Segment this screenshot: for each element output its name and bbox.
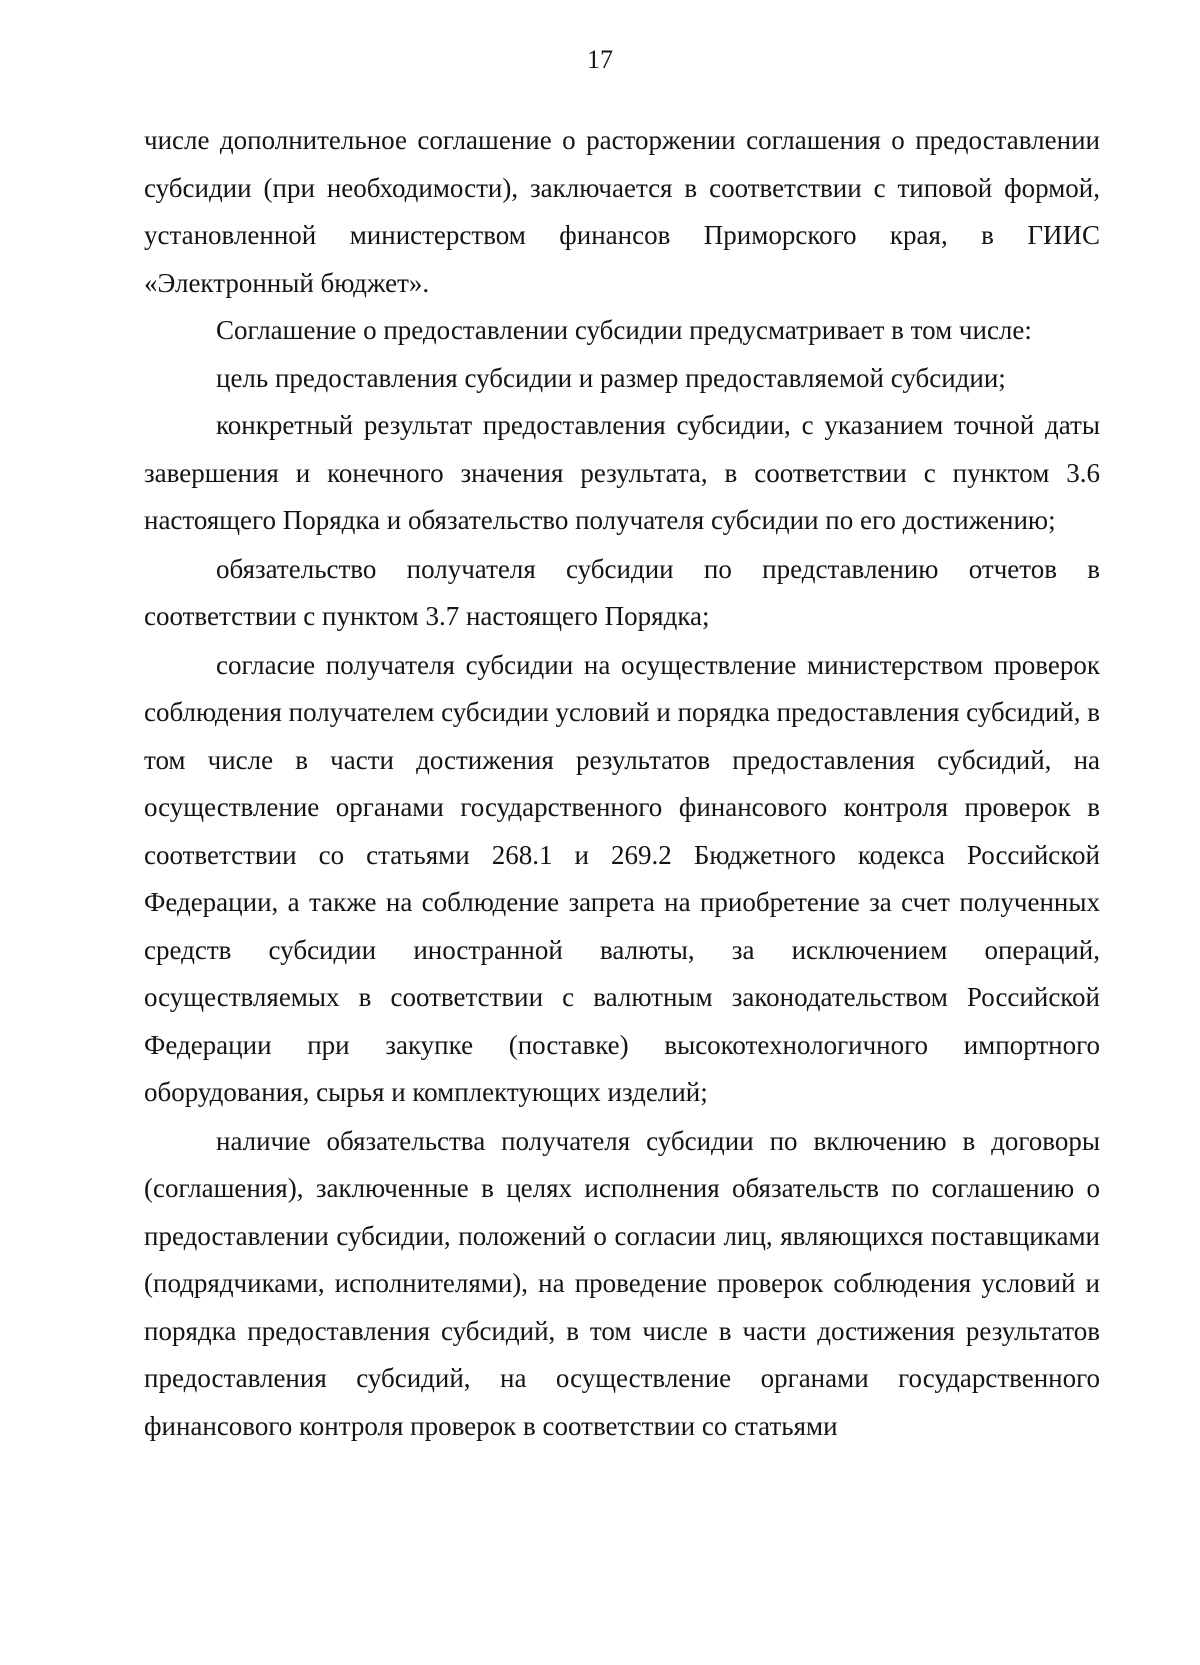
paragraph-agreement-form: числе дополнительное соглашение о расторжении соглашения о предоставлении субсидии (при необходимости), заключается в соответствии с типовой формой, установленной министерством финансов Приморского края, в ГИИС «Электронный бюджет». (144, 125, 1100, 298)
page-number: 17 (587, 45, 613, 74)
paragraph-reporting-obligation: обязательство получателя субсидии по представлению отчетов в соответствии с пунктом 3.7 настоящего Порядка; (144, 553, 1100, 631)
paragraph-consent-to-inspections: согласие получателя субсидии на осуществление министерством проверок соблюдения получателем субсидии условий и порядка предоставления субсидий, в том числе в части достижения результатов предоставления субсидий, на осуществление органами государственного финансового контроля проверок в соответствии со статьями 268.1 и 269.2 Бюджетного кодекса Российской Федерации, а также на соблюдение запрета на приобретение за счет полученных средств субсидии иностранной валюты, за исключением операций, осуществляемых в соответствии с валютным законодательством Российской Федерации при закупке (поставке) высокотехнологичного импортного оборудования, сырья и комплектующих изделий; (144, 649, 1100, 1107)
paragraph-contract-obligation: наличие обязательства получателя субсидии по включению в договоры (соглашения), заключенные в целях исполнения обязательств по соглашению о предоставлении субсидии, положений о согласии лиц, являющихся поставщиками (подрядчиками, исполнителями), на проведение проверок соблюдения условий и порядка предоставления субсидий, в том числе в части достижения результатов предоставления субсидий, на осуществление органами государственного финансового контроля проверок в соответствии со статьями (144, 1125, 1100, 1441)
document-body (144, 117, 1100, 1450)
paragraph-agreement-provides: Соглашение о предоставлении субсидии предусматривает в том числе: (216, 315, 1032, 345)
paragraph-specific-result: конкретный результат предоставления субсидии, с указанием точной даты завершения и конечного значения результата, в соответствии с пунктом 3.6 настоящего Порядка и обязательство получателя субсидии по его достижению; (144, 410, 1100, 535)
paragraph-purpose-and-amount: цель предоставления субсидии и размер предоставляемой субсидии; (216, 362, 1006, 393)
